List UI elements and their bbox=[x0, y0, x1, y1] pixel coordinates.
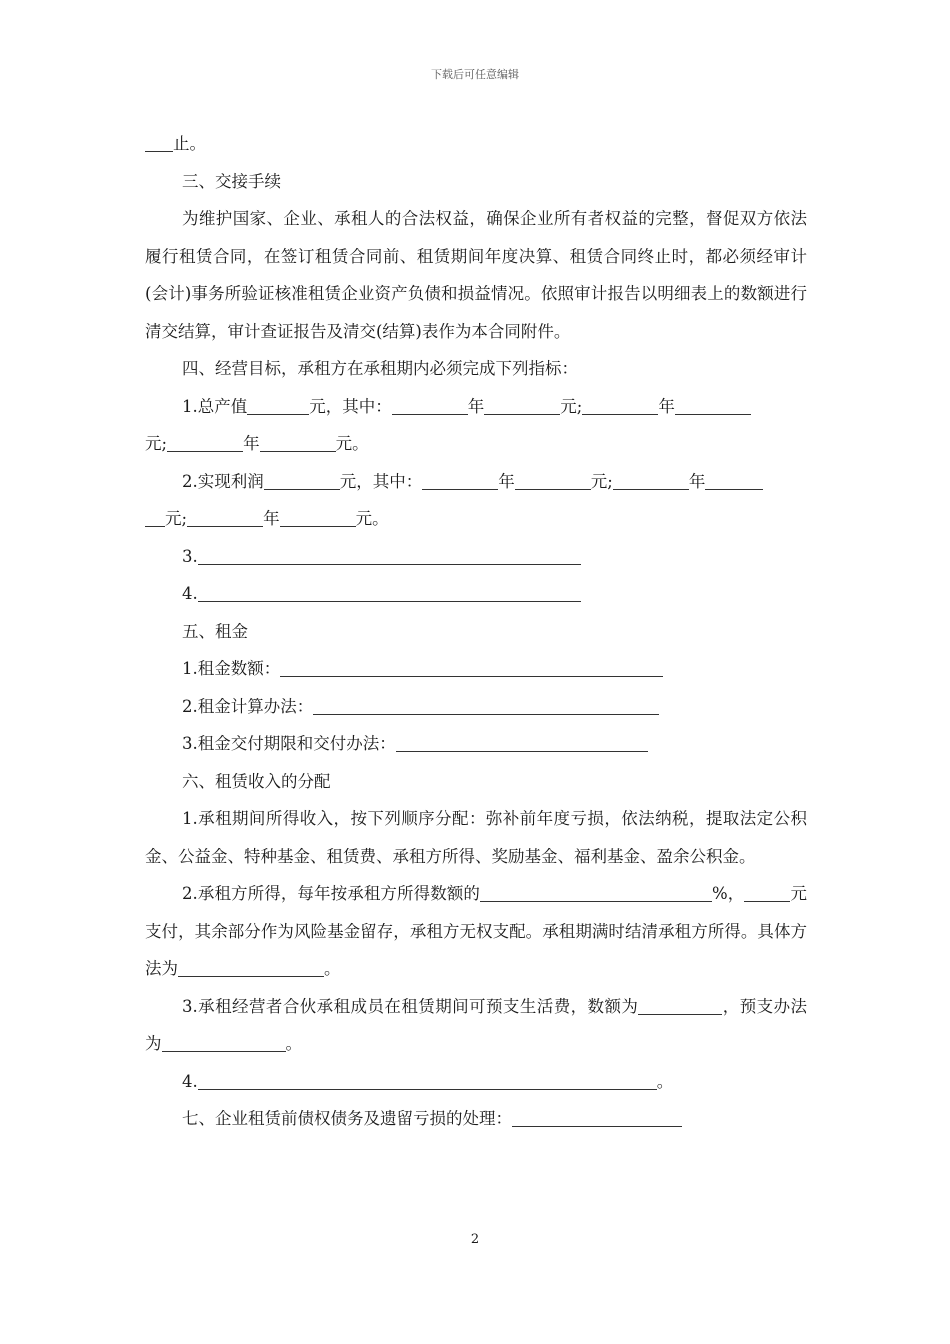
blank-line bbox=[484, 397, 560, 415]
target-item-3: 3. bbox=[145, 538, 807, 576]
rent-calculation: 2.租金计算办法： bbox=[145, 688, 807, 726]
blank-line bbox=[280, 510, 356, 528]
section-heading-targets: 四、经营目标，承租方在承租期内必须完成下列指标： bbox=[182, 359, 578, 378]
target-total-output: 1.总产值 元，其中： 年 元; 年 元; 年 元。 bbox=[145, 388, 807, 463]
rent-amount: 1.租金数额： bbox=[145, 650, 807, 688]
target-item-4: 4. bbox=[145, 575, 807, 613]
paragraph-fragment: 止。 bbox=[145, 125, 807, 163]
blank-line bbox=[515, 472, 591, 490]
section-heading-income: 六、租赁收入的分配 bbox=[182, 771, 331, 791]
section-heading-handover: 三、交接手续 bbox=[182, 171, 281, 191]
blank-line bbox=[582, 397, 658, 415]
income-living-allowance: 3.承租经营者合伙承租成员在租赁期间可预支生活费，数额为 ，预支办法为 。 bbox=[145, 996, 808, 1053]
blank-line bbox=[145, 135, 173, 153]
blank-line bbox=[198, 547, 581, 565]
blank-line bbox=[638, 997, 722, 1015]
page-header: 下载后可任意编辑 bbox=[431, 68, 519, 81]
income-lessee-share: 2.承租方所得，每年按承租方所得数额的 %， 元支付，其余部分作为风险基金留存，承租方无权支配。承租期满时结清承租方所得。具体方法为 。 bbox=[145, 884, 807, 978]
document-body bbox=[145, 125, 807, 1138]
income-item-4: 4. 。 bbox=[182, 1071, 674, 1091]
blank-line bbox=[396, 735, 648, 753]
blank-line bbox=[744, 885, 760, 903]
blank-line bbox=[264, 472, 340, 490]
blank-line bbox=[675, 397, 751, 415]
paragraph-audit: 为维护国家、企业、承租人的合法权益，确保企业所有者权益的完整，督促双方依法履行租赁合同，在签订租赁合同前、租赁期间年度决算、租赁合同终止时，都必须经审计(会计)事务所验证核准租赁企业资产负债和损益情况。依照审计报告以明细表上的数额进行清交结算，审计查证报告及清交(结算)表作为本合同附件。 bbox=[145, 209, 807, 341]
rent-payment-terms: 3.租金交付期限和交付办法： bbox=[145, 725, 807, 763]
blank-line bbox=[178, 960, 324, 978]
target-profit: 2.实现利润 元，其中： 年 元; 年 元; 年 元。 bbox=[145, 463, 807, 538]
blank-line bbox=[198, 1072, 657, 1090]
blank-line bbox=[260, 435, 336, 453]
blank-line bbox=[613, 472, 689, 490]
blank-line bbox=[422, 472, 498, 490]
blank-line bbox=[145, 510, 165, 528]
blank-line bbox=[187, 510, 263, 528]
section-heading-debts: 七、企业租赁前债权债务及遗留亏损的处理： bbox=[145, 1100, 807, 1138]
blank-line bbox=[760, 885, 790, 903]
blank-line bbox=[392, 397, 468, 415]
blank-line bbox=[705, 472, 763, 490]
blank-line bbox=[280, 660, 663, 678]
blank-line bbox=[198, 585, 581, 603]
page-number: 2 bbox=[470, 1232, 480, 1247]
blank-line bbox=[313, 697, 659, 715]
income-distribution-order: 1.承租期间所得收入，按下列顺序分配：弥补前年度亏损，依法纳税，提取法定公积金、公益金、特种基金、租赁费、承租方所得、奖励基金、福利基金、盈余公积金。 bbox=[145, 809, 807, 866]
blank-line bbox=[512, 1110, 682, 1128]
section-heading-rent: 五、租金 bbox=[182, 621, 248, 641]
blank-line bbox=[480, 885, 712, 903]
blank-line bbox=[167, 435, 243, 453]
blank-line bbox=[247, 397, 309, 415]
blank-line bbox=[162, 1035, 286, 1053]
